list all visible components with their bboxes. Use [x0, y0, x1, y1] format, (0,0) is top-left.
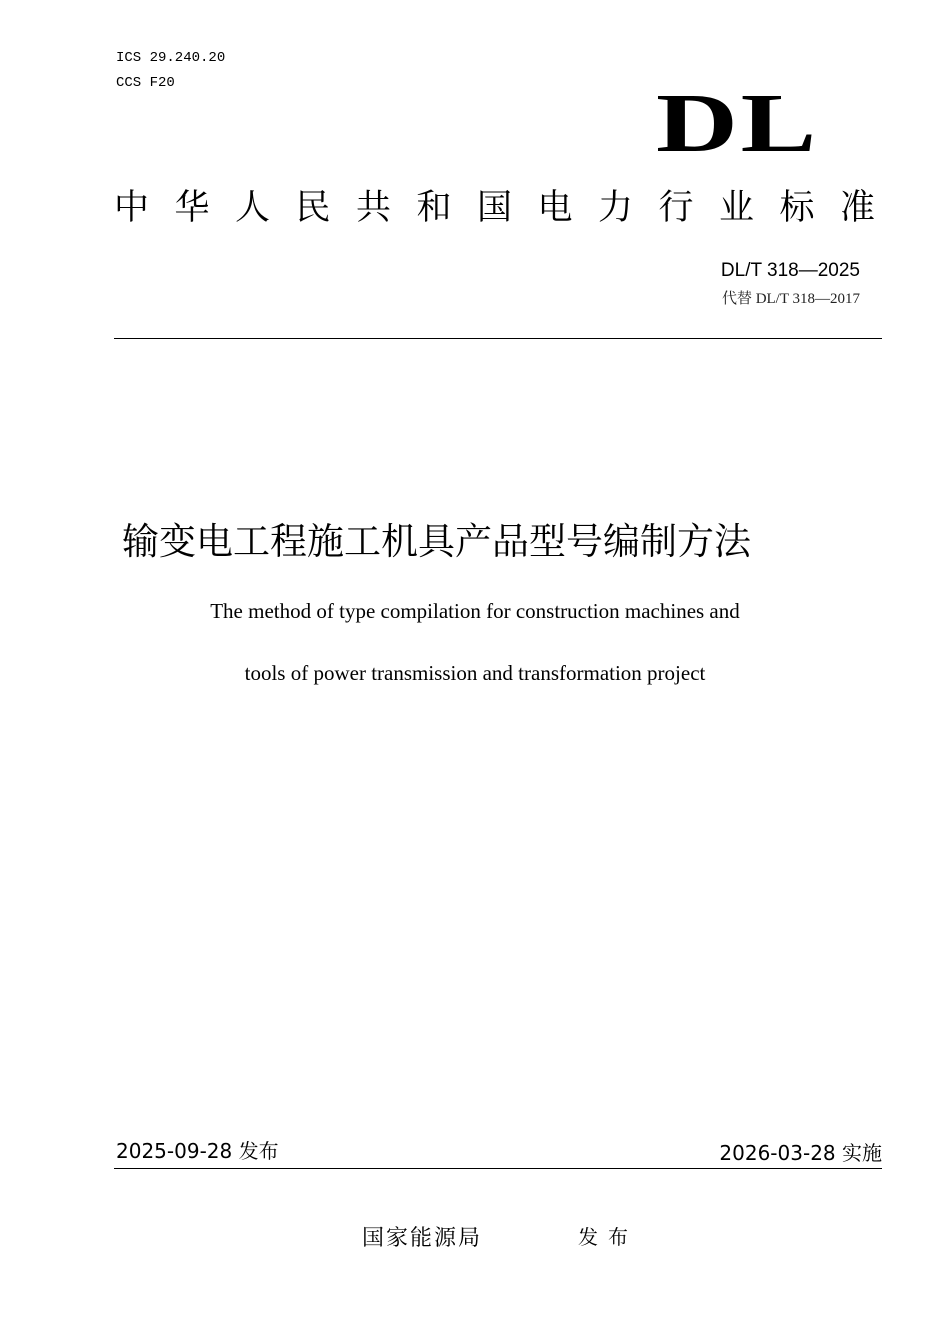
publish-label: 发布 — [578, 1225, 638, 1249]
implementation-date: 2026-03-28 实施 — [719, 1141, 882, 1165]
document-title-english-line2: tools of power transmission and transformation project — [244, 661, 706, 685]
document-title-english-line1: The method of type compilation for construction machines and — [210, 599, 740, 623]
ics-code: ICS 29.240.20 — [116, 50, 226, 66]
dl-logo: DL — [656, 77, 819, 170]
standard-category-title: 中华人民共和国电力行业标准 — [114, 188, 901, 228]
document-title-chinese: 输变电工程施工机具产品型号编制方法 — [122, 520, 751, 563]
issue-date: 2025-09-28 发布 — [116, 1139, 279, 1163]
ccs-code: CCS F20 — [116, 75, 175, 91]
replaces-standard: 代替 DL/T 318—2017 — [721, 291, 860, 307]
publisher: 国家能源局 — [362, 1226, 483, 1251]
standard-number: DL/T 318—2025 — [720, 260, 860, 281]
top-divider — [114, 338, 882, 339]
bottom-divider — [114, 1168, 882, 1169]
